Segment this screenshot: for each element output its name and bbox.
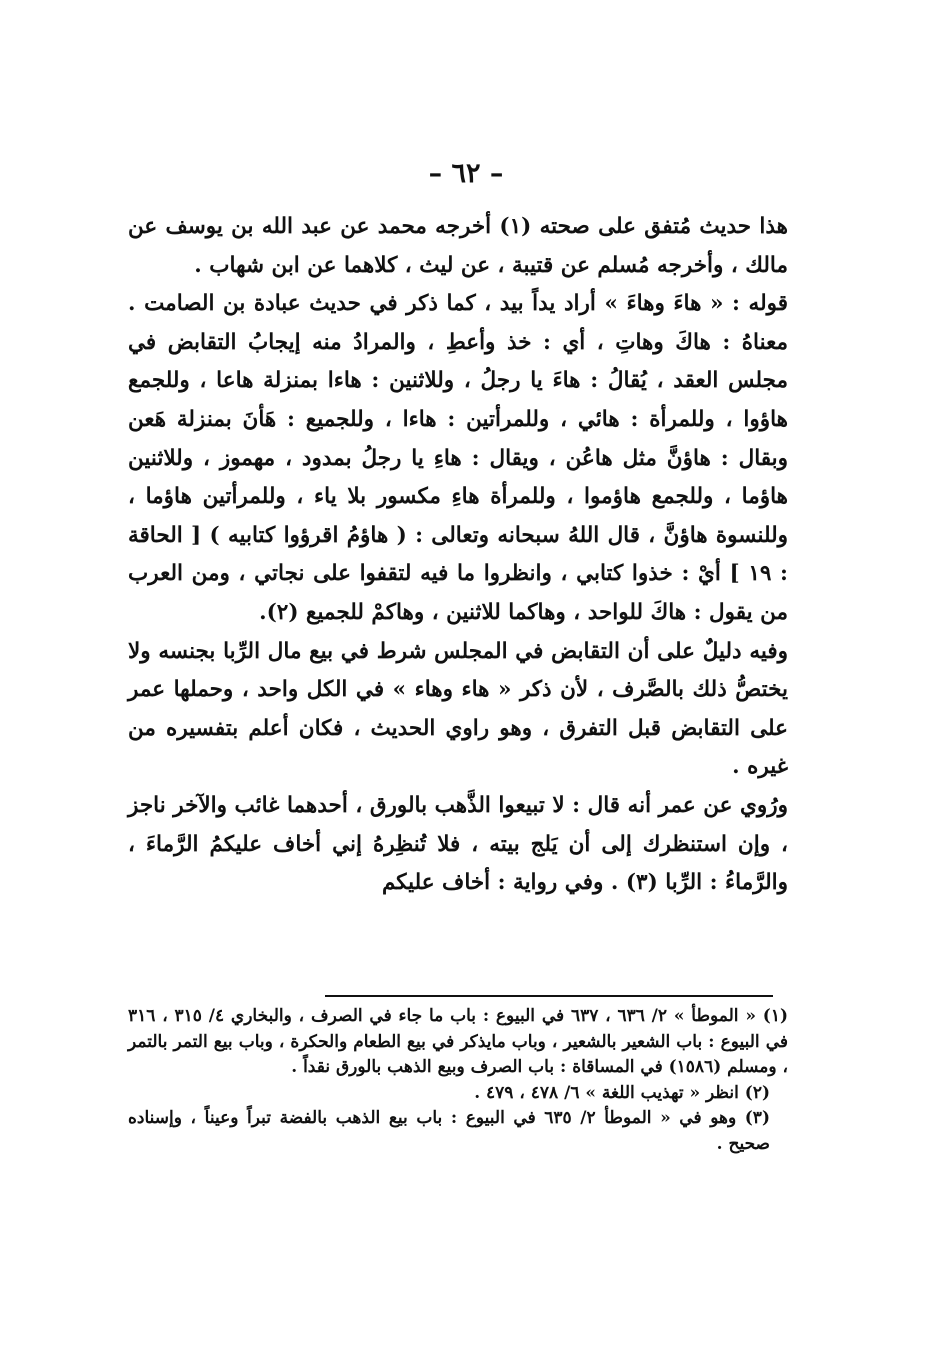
footnote-divider: [325, 995, 773, 997]
paragraph-umar-narration: ورُوي عن عمر أنه قال : لا تبيعوا الذَّهب بالورق ، أحدهما غائب والآخر ناجز ، وإن استنظرك إلى أن يَلج بيته ، فلا تُنظِرهُ إني أخاف عليكمُ الرَّماءَ ، والرَّماءُ : الرِّبا (٣) . وفي رواية : أخاف عليكم: [128, 792, 788, 896]
paragraph-hadith-source: هذا حديث مُتفق على صحته (١) أخرجه محمد عن عبد الله بن يوسف عن مالك ، وأخرجه مُسلم عن قتيبة ، عن ليث ، كلاهما عن ابن شهاب .: [128, 214, 788, 278]
page-number: – ٦٢ –: [428, 158, 504, 189]
footnote-1: (١) « الموطأ » ٢/ ٦٣٦ ، ٦٣٧ في البيوع : باب ما جاء في الصرف ، والبخاري ٤/ ٣١٥ ، ٣١٦ في البيوع : باب الشعير بالشعير ، وباب مايذكر في بيع الطعام والحكرة ، وباب بيع التمر بالتمر ، ومسلم (١٥٨٦) في المساقاة : باب الصرف وبيع الذهب بالورق نقداً .: [128, 1006, 788, 1078]
paragraph-taqabud-evidence: وفيه دليلٌ على أن التقابض في المجلس شرط في بيع مال الرِّبا بجنسه ولا يختصُّ ذلك بالصَّرف ، لأن ذكر « هاء وهاء » في الكل واحد ، وحملها عمر على التقابض قبل التفرق ، وهو راوي الحديث ، فكان أعلم بتفسيره من غيره .: [128, 638, 788, 780]
main-text: [128, 208, 788, 903]
paragraph-haa-explanation: قوله : « هاءَ وهاءَ » أراد يداً بيد ، كما ذكر في حديث عبادة بن الصامت . معناهُ : هاكَ وهاتِ ، أي : خذ وأعطِ ، والمرادُ منه إيجابُ التقابض في مجلس العقد ، يُقالُ : هاءَ يا رجلُ ، وللاثنين : هاءا بمنزلة هاعا ، وللجمع هاؤوا ، وللمرأة : هائي ، وللمرأتين : هاءا ، وللجميع : هَأنَ بمنزلة هَعن وبقال : هاؤنَّ مثل هاعُن ، ويقال : هاءِ يا رجلُ بمدود ، مهموز ، وللاثنين هاؤما ، وللجمع هاؤموا ، وللمرأة هاءِ مكسور بلا ياء ، وللمرأتين هاؤما ، وللنسوة هاؤنَّ ، قال اللهُ سبحانه وتعالى : ( هاؤمُ اقرؤوا كتابيه ) [ الحاقة : ١٩ ] أيْ : خذوا كتابي ، وانظروا ما فيه لتقفوا على نجاتي ، ومن العرب من يقول : هاكَ للواحد ، وهاكما للاثنين ، وهاكمْ للجميع (٢).: [128, 291, 788, 625]
footnote-3: (٣) وهو في « الموطأ ٢/ ٦٣٥ في البيوع : باب بيع الذهب بالفضة تبراً وعيناً ، وإسناده صحيح .: [128, 1108, 770, 1154]
footnote-2: (٢) انظر « تهذيب اللغة » ٦/ ٤٧٨ ، ٤٧٩ .: [474, 1082, 770, 1103]
footnotes: [128, 1004, 788, 1158]
